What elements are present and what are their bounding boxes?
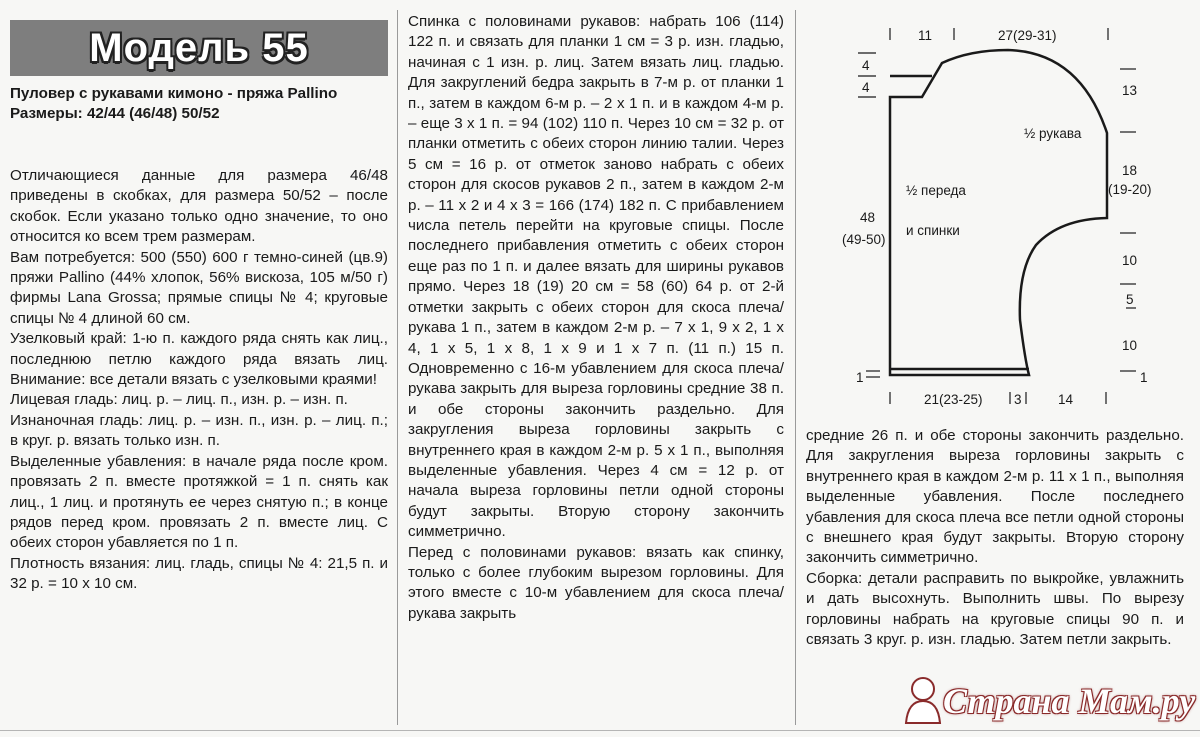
bottom-rule	[0, 730, 1200, 731]
dim-label: 4	[862, 80, 870, 95]
dim-label: (49-50)	[842, 232, 886, 247]
dim-label: 1	[856, 370, 864, 385]
paragraph: Отличающиеся данные для размера 46/48 приведены в скобках, для размера 50/52 – после скобок. Если указано только одно значение, то оно относится ко всем трем размерам.	[10, 167, 388, 246]
paragraph: Сборка: детали расправить по выкройке, увлажнить и дать высохнуть. Выполнить швы. По вырезу горловины набрать на круговые спицы 90 п. и связать 3 круг. р. изн. гладью. Затем петли закрыть.	[806, 569, 1184, 649]
paragraph: Лицевая гладь: лиц. р. – лиц. п., изн. р. – изн. п.	[10, 391, 348, 409]
pattern-header	[10, 84, 388, 125]
dim-label: 1	[1140, 370, 1148, 385]
dim-label: 18	[1122, 163, 1138, 178]
dim-label: 4	[862, 58, 870, 73]
model-title-banner	[10, 20, 388, 76]
dim-label: 13	[1122, 83, 1138, 98]
paragraph: Вам потребуется: 500 (550) 600 г темно-синей (цв.9) пряжи Pallino (44% хлопок, 56% вискоза, 105 м/50 г) фирмы Lana Grossa; прямые спицы № 4; круговые спицы № 4 длиной 60 см.	[10, 248, 388, 327]
column-1	[10, 166, 388, 595]
model-title: Модель 55	[89, 25, 309, 70]
dim-label: 48	[860, 210, 876, 225]
pattern-sizes: Размеры: 42/44 (46/48) 50/52	[10, 105, 220, 123]
paragraph: Изнаночная гладь: лиц. р. – изн. п., изн. р. – лиц. п.; в круг. р. вязать только изн. п.	[10, 411, 388, 450]
paragraph: Перед с половинами рукавов: вязать как спинку, только с более глубоким вырезом горловины. Для этого вместе с 10-м убавлением для скоса плеча/рукава закрыть	[408, 543, 784, 622]
dim-label: 27(29-31)	[998, 28, 1057, 43]
paragraph: средние 26 п. и обе стороны закончить раздельно. Для закругления выреза горловины закрыть с внутреннего края в каждом 2-м р. 11 x 1 п., выполняя выделенные убавления. После последнего убавления для скоса плеча все петли одной стороны с внешнего края будут закрыты. Вторую сторону закончить симметрично.	[806, 427, 1184, 567]
sleeve-label: ½ рукава	[1024, 126, 1082, 141]
dim-label: 21(23-25)	[924, 392, 983, 407]
dim-label: 11	[918, 28, 933, 43]
paragraph: Выделенные убавления: в начале ряда после кром. провязать 2 п. вместе протяжкой = 1 п. снять как лиц., 1 лиц. и протянуть ее через снятую п.; в конце рядов перед кром. провязать 2 п. вместе лиц. С обеих сторон убавляется по 1 п.	[10, 452, 388, 552]
front-label: ½ переда	[906, 183, 966, 198]
paragraph: Плотность вязания: лиц. гладь, спицы № 4: 21,5 п. и 32 р. = 10 x 10 см.	[10, 554, 388, 593]
dim-label: 5	[1126, 292, 1134, 307]
schematic-outline	[890, 50, 1107, 375]
watermark-text: Страна Мам.ру	[943, 681, 1196, 721]
column-3	[806, 426, 1184, 650]
column-divider	[795, 10, 796, 725]
watermark-baby-icon	[900, 675, 946, 725]
column-2	[408, 12, 784, 624]
pattern-subtitle: Пуловер с рукавами кимоно - пряжа Pallino	[10, 85, 338, 102]
back-label: и спинки	[906, 223, 960, 238]
dim-label: 10	[1122, 253, 1138, 268]
paragraph: Спинка с половинами рукавов: набрать 106 (114) 122 п. и связать для планки 1 см = 3 р. изн. гладью, начиная с 1 изн. р. лиц. Затем вязать лиц. гладью. Для закруглений бедра закрыть в 7-м р. от планки 1 п., затем в каждом 6-м р. – 2 x 1 п. и в каждом 4-м р. – еще 3 x 1 п. = 94 (102) 110 п. Через 10 см = 32 р. от планки отметить с обеих сторон линию талии. Через 5 см = 16 р. от отметок заново набрать с обеих сторон для скосов рукавов 2 п., затем в каждом 2-м р. – 11 x 2 и 4 x 3 = 166 (174) 182 п. С прибавлением числа петель перейти на круговые спицы. После последнего прибавления отметить с обеих сторон еще раз по 1 п. и далее вязать для ширины рукавов прямо. Через 18 (19) 20 см = 58 (60) 64 р. от 2-й отметки закрыть с обеих сторон для скоса плеча/рукава 1 п., затем в каждом 2-м р. – 7 x 1, 9 x 2, 1 x 4, 1 x 5, 1 x 8, 1 x 9 и 1 x 7 п. (11 п.) 15 п. Одновременно с 16-м убавлением для скоса плеча/рукава закрыть для выреза горловины средние 38 п. и обе стороны закончить раздельно. Для закругления выреза горловины закрыть с внутреннего края в каждом 2-м р. 5 x 1 п., выполняя выделенные убавления. Через 4 см = 12 р. от начала выреза горловины петли одной стороны будут закрыты. Вторую сторону закончить симметрично.	[408, 13, 784, 541]
pattern-schematic	[830, 20, 1180, 415]
dim-label: 10	[1122, 338, 1138, 353]
dim-label: 14	[1058, 392, 1074, 407]
column-divider	[397, 10, 398, 725]
paragraph: Узелковый край: 1-ю п. каждого ряда снять как лиц., последнюю петлю каждого ряда вязать лиц. Внимание: все детали вязать с узелковыми краями!	[10, 330, 388, 389]
dim-label: (19-20)	[1108, 182, 1152, 197]
dim-label: 3	[1014, 392, 1022, 407]
